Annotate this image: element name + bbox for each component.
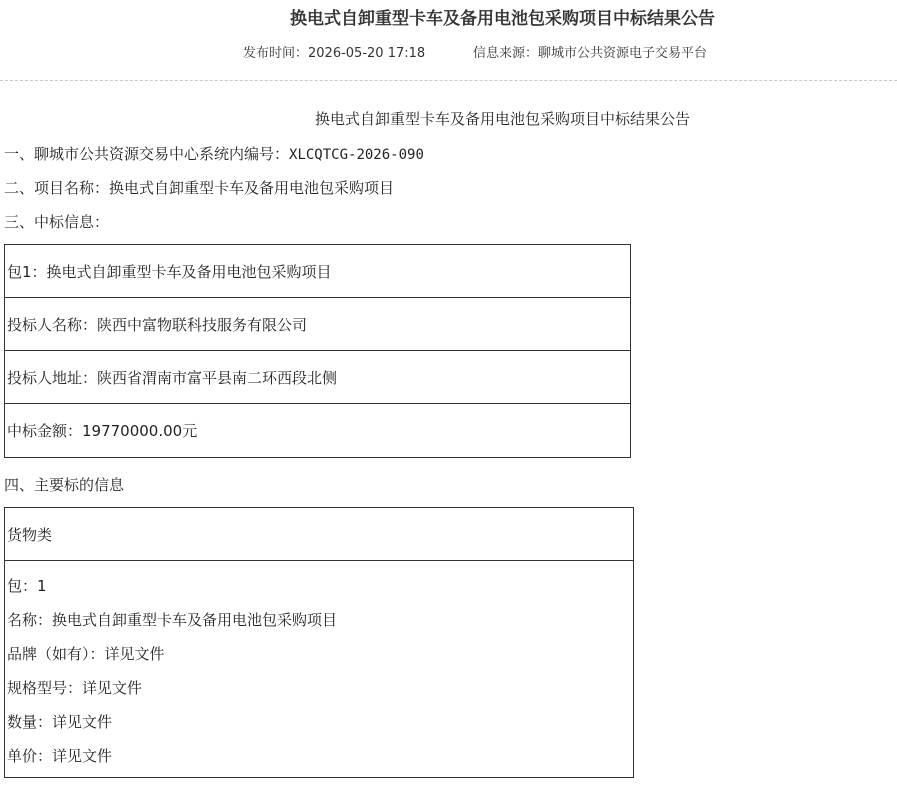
goods-package-line: 包：1	[7, 577, 47, 595]
system-number-line	[4, 143, 424, 164]
system-number-label: 一、聊城市公共资源交易中心系统内编号：	[4, 145, 290, 163]
bidder-name-text: 投标人名称：陕西中富物联科技服务有限公司	[7, 315, 308, 334]
bidder-address-row	[5, 351, 630, 404]
main-subject-heading: 四、主要标的信息	[4, 476, 125, 494]
goods-model-line: 规格型号：详见文件	[7, 679, 143, 697]
publish-time	[243, 42, 425, 61]
winning-info-heading: 三、中标信息：	[4, 213, 110, 231]
goods-name-line: 名称：换电式自卸重型卡车及备用电池包采购项目	[7, 611, 338, 629]
goods-brand-line: 品牌（如有）：详见文件	[7, 645, 165, 663]
goods-category-row	[5, 508, 633, 561]
page-title: 换电式自卸重型卡车及备用电池包采购项目中标结果公告	[290, 9, 715, 29]
document-title: 换电式自卸重型卡车及备用电池包采购项目中标结果公告	[314, 110, 690, 128]
winning-amount-row	[5, 404, 630, 457]
bidder-address-text: 投标人地址：陕西省渭南市富平县南二环西段北侧	[7, 368, 338, 387]
bidder-name-row	[5, 298, 630, 351]
package-text: 包1：换电式自卸重型卡车及备用电池包采购项目	[7, 262, 332, 281]
goods-category-text: 货物类	[7, 525, 53, 544]
winning-info-table	[4, 244, 631, 458]
publish-time-label: 发布时间：	[243, 46, 309, 61]
goods-unit-price-line: 单价：详见文件	[7, 747, 113, 765]
goods-details	[5, 561, 633, 777]
announcement-header	[0, 0, 897, 82]
project-name-line: 二、项目名称：换电式自卸重型卡车及备用电池包采购项目	[4, 179, 395, 197]
package-row	[5, 245, 630, 298]
info-source-label: 信息来源：	[473, 46, 539, 61]
info-source	[473, 42, 707, 61]
info-source-value: 聊城市公共资源电子交易平台	[538, 46, 708, 61]
system-number-value: XLCQTCG-2026-090	[289, 147, 424, 163]
winning-amount-text: 中标金额：19770000.00元	[7, 422, 198, 440]
goods-quantity-line: 数量：详见文件	[7, 713, 113, 731]
header-divider	[0, 80, 897, 81]
publish-time-value: 2026-05-20 17:18	[308, 46, 426, 61]
main-subject-table	[4, 507, 634, 778]
